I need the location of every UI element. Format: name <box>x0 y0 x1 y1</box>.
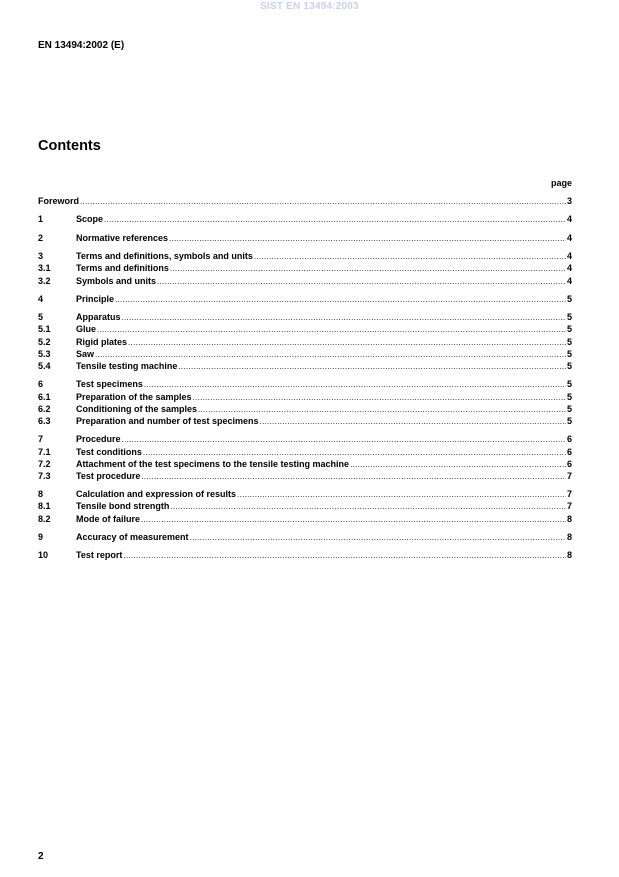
toc-entry-1[interactable] <box>38 213 572 225</box>
dot-leader <box>141 514 566 526</box>
toc-entry-number: 6.1 <box>38 391 51 402</box>
document-id-header: EN 13494:2002 (E) <box>38 40 125 51</box>
toc-entry-page: 5 <box>566 324 572 335</box>
toc-entry-6-2[interactable] <box>38 403 572 415</box>
dot-leader <box>170 501 566 513</box>
dot-leader <box>141 471 566 483</box>
toc-entry-title: Conditioning of the samples <box>76 403 197 414</box>
dot-leader <box>260 416 566 428</box>
toc-entry-title: Accuracy of measurement <box>76 532 189 542</box>
toc-entry-page: 4 <box>566 275 572 286</box>
toc-entry-3-1[interactable] <box>38 262 572 274</box>
toc-entry-page: 4 <box>566 214 572 225</box>
toc-entry-page: 6 <box>566 434 572 445</box>
toc-entry-number: 8 <box>38 489 44 500</box>
dot-leader <box>115 294 566 306</box>
toc-entry-page: 4 <box>566 263 572 274</box>
toc-entry-title: Apparatus <box>76 312 121 323</box>
toc-entry-title: Calculation and expression of results <box>76 489 237 500</box>
dot-leader <box>80 196 566 208</box>
toc-entry-number: 5 <box>38 312 44 323</box>
page-column-label: page <box>550 178 572 188</box>
toc-entry-6[interactable] <box>38 378 572 390</box>
toc-entry-foreword[interactable] <box>38 195 572 207</box>
toc-entry-8-1[interactable] <box>38 500 572 512</box>
toc-entry-number: 9 <box>38 532 44 542</box>
toc-entry-number: 5.3 <box>38 348 51 359</box>
toc-entry-title: Preparation of the samples <box>76 391 192 402</box>
toc-entry-number: 5.2 <box>38 336 51 347</box>
toc-entry-number: 3 <box>38 251 44 262</box>
toc-entry-title: Rigid plates <box>76 336 128 347</box>
contents-title: Contents <box>38 138 101 154</box>
dot-leader <box>237 489 566 501</box>
toc-entry-page: 6 <box>566 458 572 469</box>
toc-entry-number: 5.4 <box>38 361 51 371</box>
dot-leader <box>104 214 566 226</box>
toc-entry-number: 3.2 <box>38 275 51 286</box>
dot-leader <box>97 324 566 336</box>
dot-leader <box>350 459 566 471</box>
toc-entry-page: 7 <box>566 501 572 512</box>
toc-entry-6-1[interactable] <box>38 391 572 403</box>
toc-entry-page: 3 <box>566 196 572 206</box>
toc-entry-title: Terms and definitions <box>76 263 169 274</box>
toc-entry-9[interactable] <box>38 531 572 543</box>
toc-entry-title: Normative references <box>76 232 169 243</box>
toc-entry-page: 5 <box>566 348 572 359</box>
dot-leader <box>254 251 566 263</box>
toc-entry-title: Test specimens <box>76 379 143 390</box>
toc-entry-number: 5.1 <box>38 324 51 335</box>
toc-entry-5-3[interactable] <box>38 348 572 360</box>
toc-entry-page: 4 <box>566 251 572 262</box>
toc-entry-number: 6 <box>38 379 44 390</box>
toc-entry-title: Tensile bond strength <box>76 501 170 512</box>
dot-leader <box>122 312 566 324</box>
toc-entry-title: Symbols and units <box>76 275 157 286</box>
toc-entry-2[interactable] <box>38 232 572 244</box>
toc-entry-page: 5 <box>566 293 572 304</box>
toc-entry-number: 6.2 <box>38 403 51 414</box>
toc-entry-number: 6.3 <box>38 415 51 426</box>
toc-entry-number: 3.1 <box>38 263 51 274</box>
toc-entry-number: 2 <box>38 232 44 243</box>
toc-entry-page: 5 <box>566 415 572 426</box>
dot-leader <box>193 392 566 404</box>
dot-leader <box>122 434 566 446</box>
dot-leader <box>178 361 566 373</box>
toc-entry-page: 5 <box>566 391 572 402</box>
toc-entry-8[interactable] <box>38 488 572 500</box>
toc-entry-number: 10 <box>38 550 49 561</box>
page-number: 2 <box>38 851 44 862</box>
toc-entry-page: 5 <box>566 361 572 371</box>
dot-leader <box>157 276 566 288</box>
dot-leader <box>170 263 566 275</box>
table-of-contents <box>38 195 572 562</box>
toc-entry-title: Principle <box>76 293 115 304</box>
toc-entry-number: 8.2 <box>38 513 51 524</box>
toc-entry-title: Test conditions <box>76 446 142 457</box>
toc-entry-4[interactable] <box>38 293 572 305</box>
toc-entry-title: Mode of failure <box>76 513 141 524</box>
dot-leader <box>190 532 566 544</box>
toc-entry-5[interactable] <box>38 311 572 323</box>
toc-entry-5-1[interactable] <box>38 323 572 335</box>
dot-leader <box>169 233 566 245</box>
toc-entry-7-3[interactable] <box>38 470 572 482</box>
dot-leader <box>144 379 566 391</box>
toc-entry-title: Saw <box>76 348 95 359</box>
toc-entry-title: Procedure <box>76 434 121 445</box>
toc-entry-page: 7 <box>566 489 572 500</box>
toc-entry-3[interactable] <box>38 250 572 262</box>
toc-entry-page: 4 <box>566 232 572 243</box>
toc-entry-title: Scope <box>76 214 104 225</box>
toc-entry-title: Preparation and number of test specimens <box>76 415 259 426</box>
toc-entry-number: 7.2 <box>38 458 51 469</box>
toc-entry-title: Test procedure <box>76 470 141 481</box>
toc-entry-5-4[interactable] <box>38 360 572 372</box>
toc-entry-title: Glue <box>76 324 97 335</box>
toc-entry-page: 8 <box>566 550 572 561</box>
toc-entry-title: Attachment of the test specimens to the tensile testing machine <box>76 458 350 469</box>
toc-entry-page: 7 <box>566 470 572 481</box>
toc-entry-number: 7.3 <box>38 470 51 481</box>
toc-entry-7-2[interactable] <box>38 458 572 470</box>
toc-entry-title: Test report <box>76 550 123 561</box>
toc-entry-page: 8 <box>566 532 572 542</box>
toc-entry-number: 7.1 <box>38 446 51 457</box>
toc-entry-5-2[interactable] <box>38 336 572 348</box>
toc-entry-6-3[interactable] <box>38 415 572 427</box>
toc-entry-page: 6 <box>566 446 572 457</box>
toc-entry-page: 5 <box>566 403 572 414</box>
toc-entry-number: 8.1 <box>38 501 51 512</box>
dot-leader <box>123 550 566 562</box>
toc-entry-page: 5 <box>566 379 572 390</box>
dot-leader <box>128 337 566 349</box>
toc-entry-number: 4 <box>38 293 44 304</box>
toc-entry-page: 8 <box>566 513 572 524</box>
watermark-text: SIST EN 13494:2003 <box>260 1 359 12</box>
toc-entry-7[interactable] <box>38 433 572 445</box>
toc-entry-3-2[interactable] <box>38 275 572 287</box>
toc-entry-page: 5 <box>566 336 572 347</box>
toc-entry-number: 1 <box>38 214 44 225</box>
toc-entry-title: Foreword <box>38 196 80 206</box>
toc-entry-page: 5 <box>566 312 572 323</box>
toc-entry-8-2[interactable] <box>38 513 572 525</box>
toc-entry-title: Tensile testing machine <box>76 361 178 371</box>
toc-entry-number: 7 <box>38 434 44 445</box>
toc-entry-title: Terms and definitions, symbols and units <box>76 251 253 262</box>
toc-entry-7-1[interactable] <box>38 446 572 458</box>
toc-entry-10[interactable] <box>38 549 572 561</box>
